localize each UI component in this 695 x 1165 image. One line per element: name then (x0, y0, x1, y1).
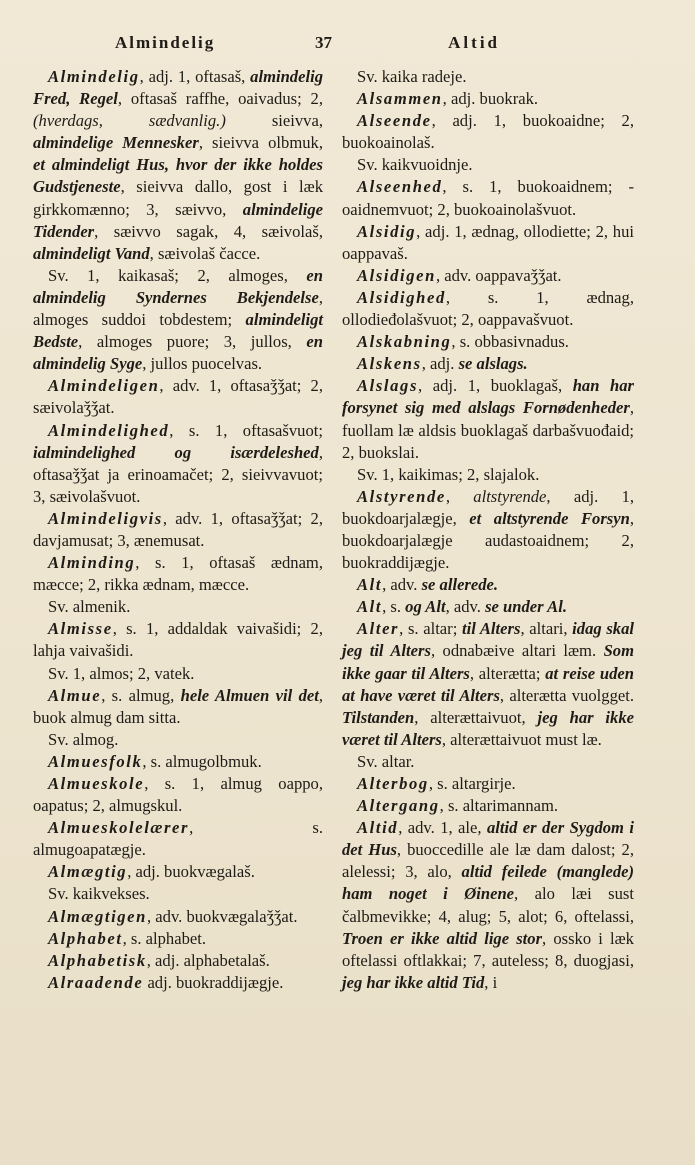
entry-text: , buokdoarjalægje audastoaidnem; 2, buokraddijægje. (342, 508, 634, 573)
example-phrase: han har forsynet sig med alslags Fornødenheder (342, 376, 635, 418)
example-phrase: at reise uden at have været til Alters (342, 663, 634, 705)
dictionary-entry (33, 773, 323, 817)
entry-text: , buoccedille ale læ dam dalost; 2, alelessi; 3, alo, (342, 840, 634, 882)
running-header (40, 33, 660, 57)
headword: Alter (357, 619, 400, 639)
entry-text: , s. 1, addaldak vaivašidi; 2, lahja vaivašidi. (33, 619, 323, 661)
entry-text: , sæivvo sagak, 4, sæivolaš, (94, 221, 323, 241)
dictionary-entry (342, 353, 634, 375)
headword: Almueskole (48, 774, 145, 793)
headword: Alseenhed (357, 177, 443, 197)
dictionary-entry (342, 176, 634, 220)
headword: Alsammen (357, 89, 443, 109)
entry-text: , adj. buokvægalaš. (127, 862, 255, 882)
entry-text: , s. altar; (399, 619, 462, 639)
dictionary-entry (33, 596, 323, 618)
headword: Altid (357, 818, 399, 838)
dictionary-entry (342, 464, 634, 486)
dictionary-entry (342, 331, 634, 353)
headword: Alt (357, 597, 383, 617)
entry-text: , (445, 486, 474, 506)
entry-text: , i (484, 972, 498, 992)
headword: Almue (48, 685, 102, 705)
entry-text: , altari, (520, 619, 573, 639)
dictionary-entry (342, 486, 634, 574)
headword: Altergang (357, 796, 440, 816)
dictionary-entry (33, 663, 323, 685)
entry-text: , alo læi sust čalbmevikke; 4, alug; 5, alot; 6, oftelassi, (342, 884, 634, 926)
example-phrase: jeg har ikke altid Tid (342, 972, 485, 992)
dictionary-entry (33, 950, 323, 972)
headword: Almisse (48, 619, 113, 639)
dictionary-entry (342, 817, 634, 994)
entry-text: , adj. 1, buokoaidne; 2, buokoainolaš. (342, 111, 634, 153)
entry-text: , sæivolaš čacce. (149, 243, 261, 263)
dictionary-entry (342, 154, 634, 176)
headword: Alslags (357, 376, 418, 396)
dictionary-entry (342, 375, 634, 463)
dictionary-entry (33, 861, 323, 883)
entry-text: , adv. (382, 575, 422, 595)
entry-text: , adj. (421, 354, 459, 374)
entry-text: , adj. alphabetalaš. (146, 950, 270, 970)
entry-text: , s. 1, oftasaš ædnam, mæcce; 2, rikka ædnam, mæcce. (33, 553, 323, 595)
headword: Alterbog (357, 774, 429, 793)
entry-text: , alterættaivuot, (414, 707, 538, 727)
entry-text: , s. alphabet. (122, 928, 206, 948)
example-phrase: Tilstanden (342, 707, 415, 727)
example-phrase: Troen er ikke altid lige stor (342, 928, 543, 948)
entry-text: , sieivva dallo, gost i læk girkkomænno; 3, sæivvo, (33, 177, 323, 219)
entry-text: , almoges suddoi tobdestem; (33, 287, 323, 330)
entry-text: , adj. 1, buokdoarjalægje, (342, 486, 635, 528)
headword: Almindelig (48, 67, 140, 86)
entry-text: , ossko i læk oftelassi oftlakkai; 7, auteless; 8, duogjasi, (342, 928, 634, 970)
dictionary-entry (33, 508, 323, 552)
dictionary-entry (33, 817, 323, 861)
entry-text: , sieivva olbmuk, (198, 133, 323, 153)
example-phrase: (hverdags, sædvanlig.) (33, 111, 226, 131)
entry-text: , oftasaš raffhe, oaivadus; 2, (117, 89, 323, 109)
dictionary-entry (342, 795, 634, 817)
example-phrase: et altstyrende Forsyn (469, 508, 630, 528)
headword: Alraadende (48, 972, 144, 992)
headword: Alstyrende (357, 486, 446, 506)
entry-text: , alterætta; (469, 663, 546, 683)
entry-text: , s. 1, buokoaidnem; - oaidnemvuot; 2, buokoainolašvuot. (342, 177, 634, 219)
entry-text: Sv. kaikvuoidnje. (357, 155, 473, 175)
headword: Alphabetisk (48, 950, 147, 970)
entry-text: , s. 1, oftasašvuot; (169, 420, 323, 440)
entry-text: Sv. kaika radeje. (357, 67, 467, 86)
entry-text: Sv. altar. (357, 751, 415, 771)
example-phrase: Som ikke gaar til Alters (342, 641, 634, 683)
headword: Alsidig (357, 221, 417, 241)
dictionary-entry (342, 596, 634, 618)
entry-text: Sv. kaikvekses. (48, 884, 150, 904)
dictionary-entry (33, 729, 323, 751)
headword: Almægtig (48, 862, 128, 882)
headword: Almindelighed (48, 420, 170, 440)
dictionary-entry (342, 618, 634, 751)
entry-text: , s. obbasivnadus. (451, 332, 569, 352)
entry-text: Sv. 1, kaikasaš; 2, almoges, (48, 265, 307, 285)
entry-text: , buok almug dam sitta. (33, 685, 323, 727)
entry-text: , adv. oappavaǯǯat. (435, 265, 562, 285)
example-phrase: jeg har ikke været til Alters (342, 707, 634, 749)
example-phrase: altid feilede (manglede) ham noget i Øinene (342, 862, 635, 904)
headword: Alsidighed (357, 287, 446, 307)
entry-text: , adj. 1, ædnag, ollodiette; 2, hui oappavaš. (342, 221, 634, 263)
entry-text: , s. altargirje. (428, 774, 516, 793)
entry-text: , s. (382, 597, 406, 617)
entry-text: sieivva, (225, 111, 323, 131)
dictionary-entry (33, 883, 323, 905)
entry-text: , adv. 1, oftasaǯǯat; 2, sæivolaǯǯat. (33, 376, 323, 418)
dictionary-entry (33, 375, 323, 419)
entry-text: , oftasaǯǯat ja erinoamačet; 2, sieivvavuot; 3, sæivolašvuot. (33, 442, 323, 506)
example-phrase: almindeligt Vand (33, 243, 150, 263)
example-phrase: almindelige Tidender (33, 199, 323, 241)
dictionary-entry (342, 773, 634, 795)
entry-text: , adj. 1, oftasaš, (139, 67, 251, 86)
entry-text: Sv. 1, almos; 2, vatek. (48, 663, 195, 683)
entry-text: Sv. almenik. (48, 597, 131, 617)
headword: Alskens (357, 354, 422, 374)
entry-text: , s. almug, (101, 685, 181, 705)
dictionary-entry (33, 420, 323, 508)
entry-text: , adv. 1, oftasaǯǯat; 2, davjamusat; 3, ænemusat. (33, 508, 323, 550)
headword: Almueskolelærer (48, 818, 190, 838)
dictionary-entry (33, 928, 323, 950)
dictionary-entry (33, 265, 323, 375)
headword: Almægtigen (48, 906, 147, 926)
entry-text: , alterætta vuolgget. (499, 685, 634, 705)
example-phrase: idag skal jeg til Alters (342, 619, 635, 661)
example-phrase: altstyrende (473, 486, 547, 506)
headword: Alseende (357, 111, 432, 131)
headword: Alt (357, 575, 383, 595)
entry-text: , s. 1, almug oappo, oapatus; 2, almugskul. (33, 774, 323, 816)
dictionary-entry (342, 88, 634, 110)
entry-text: , s. almugolbmuk. (142, 751, 262, 771)
headword: Almindeligvis (48, 508, 163, 528)
example-phrase: se alslags. (458, 354, 528, 374)
example-phrase: til Alters (461, 619, 521, 639)
headword: Almindeligen (48, 376, 160, 396)
header-left-guide-word: Almindelig (115, 33, 216, 52)
dictionary-entry (33, 552, 323, 596)
entry-text: , jullos puocelvas. (142, 354, 263, 374)
example-phrase: hele Almuen vil det (180, 685, 319, 705)
headword: Alsidigen (357, 265, 436, 285)
headword: Alskabning (357, 332, 452, 352)
example-phrase: se under Al. (485, 597, 567, 617)
example-phrase: altid er der Sygdom i det Hus (342, 818, 634, 860)
entry-text: , adv. 1, ale, (398, 818, 487, 838)
dictionary-entry (33, 751, 323, 773)
example-phrase: ialmindelighed og isærdeleshed (33, 442, 319, 462)
dictionary-entry (342, 751, 634, 773)
right-column (342, 66, 634, 994)
entry-text: , s. almugoapatægje. (33, 818, 323, 860)
entry-text: , odnabæive altari læm. (430, 641, 604, 661)
dictionary-entry (342, 574, 634, 596)
left-column (33, 66, 323, 994)
entry-text: , alterættaivuot must læ. (441, 729, 602, 749)
entry-text: , adj. 1, buoklagaš, (418, 376, 573, 396)
dictionary-entry (342, 66, 634, 88)
headword: Alphabet (48, 928, 123, 948)
entry-text: , adj. buokrak. (442, 89, 539, 109)
example-phrase: et almindeligt Hus, hvor der ikke holdes Gudstjeneste (33, 155, 323, 197)
dictionary-entry (342, 221, 634, 265)
example-phrase: og Alt (405, 597, 446, 617)
header-right-guide-word: Altid (448, 33, 500, 52)
example-phrase: almindeligt Bedste (33, 310, 323, 352)
dictionary-entry (33, 66, 323, 265)
example-phrase: almindelige Mennesker (33, 133, 199, 153)
entry-text: , adv. (445, 597, 486, 617)
dictionary-entry (342, 110, 634, 154)
entry-text: adj. buokraddijægje. (143, 972, 284, 992)
headword: Alminding (48, 553, 136, 573)
example-phrase: en almindelig Syge (33, 332, 323, 374)
dictionary-entry (342, 287, 634, 331)
dictionary-entry (33, 618, 323, 662)
headword: Almuesfolk (48, 751, 143, 771)
dictionary-entry (342, 265, 634, 287)
entry-text: Sv. 1, kaikimas; 2, slajalok. (357, 464, 540, 484)
entry-text: , fuollam læ aldsis buoklagaš darbašvuođaid; 2, buokslai. (342, 398, 634, 462)
example-phrase: en almindelig Syndernes Bekjendelse (33, 265, 323, 307)
dictionary-entry (33, 906, 323, 928)
entry-text: , adv. buokvægalaǯǯat. (146, 906, 298, 926)
entry-text: , almoges puore; 3, jullos, (78, 332, 307, 352)
entry-text: , s. altarimannam. (439, 796, 559, 816)
dictionary-entry (33, 972, 323, 994)
example-phrase: se allerede. (421, 575, 499, 595)
entry-text: , s. 1, ædnag, ollodieđolašvuot; 2, oappavašvuot. (342, 287, 634, 330)
page-number: 37 (315, 33, 332, 52)
dictionary-entry (33, 685, 323, 729)
example-phrase: almindelig Fred, Regel (33, 67, 323, 109)
entry-text: Sv. almog. (48, 729, 119, 749)
